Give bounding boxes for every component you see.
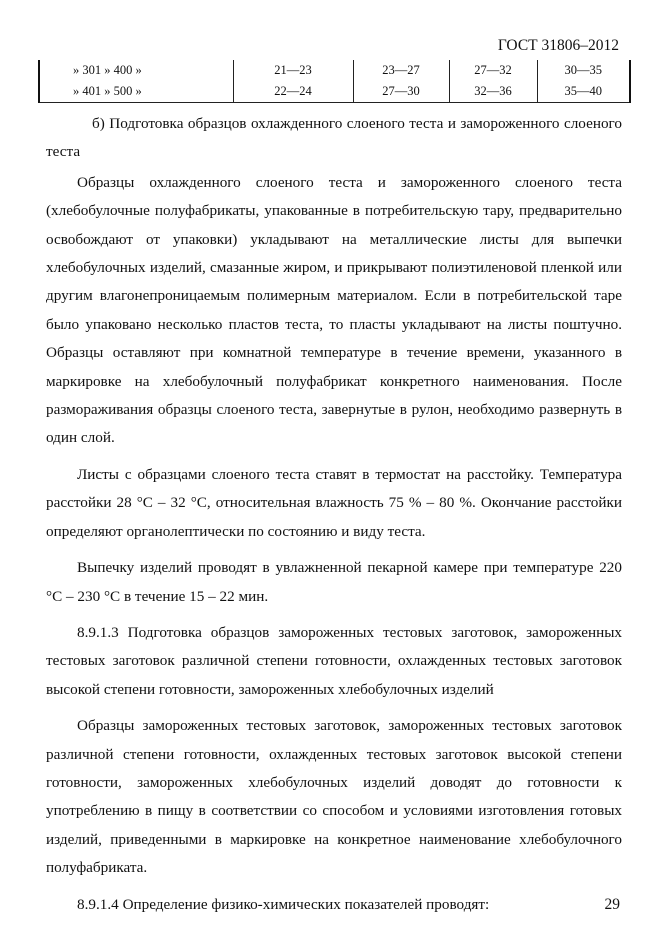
table-cell-range: » 301 » 400 » bbox=[39, 60, 233, 81]
document-body bbox=[46, 110, 622, 927]
paragraph: Образцы охлажденного слоеного теста и замороженного слоеного теста (хлебобулочные полуфабрикаты, упакованные в потребительскую тару, предварительно освобождают от упаковки) укладывают на металлические листы для выпечки хлебобулочных изделий, смазанные жиром, и прикрывают полиэтиленовой пленкой или другим влагонепроницаемым полимерным материалом. Если в потребительской таре было упаковано несколько пластов теста, то пласты укладывают на листы поштучно. Образцы оставляют при комнатной температуре в течение времени, указанного в маркировке на хлебобулочный полуфабрикат конкретного наименования. После размораживания образцы слоеного теста, завернутые в рулон, необходимо развернуть в один слой. bbox=[46, 173, 622, 447]
table-cell: 30—35 bbox=[537, 60, 630, 81]
table-cell: 23—27 bbox=[353, 60, 449, 81]
table-row bbox=[39, 60, 630, 81]
paragraph-subheading: б) Подготовка образцов охлажденного слоеного теста и замороженного слоеного теста bbox=[46, 115, 622, 161]
table-cell: 22—24 bbox=[233, 81, 353, 103]
paragraph: Образцы замороженных тестовых заготовок, замороженных тестовых заготовок различной степени готовности, охлажденных тестовых заготовок высокой степени готовности, замороженных хлебобулочных изделий доводят до готовности к употреблению в пищу в соответствии со способом и условиями изготовления готовых изделий, приведенными в маркировке на конкретное наименование хлебобулочного полуфабриката. bbox=[46, 717, 622, 877]
page-header-standard: ГОСТ 31806–2012 bbox=[497, 37, 619, 54]
table-cell: 21—23 bbox=[233, 60, 353, 81]
section-heading: 8.9.1.4 Определение физико-химических показателей проводят: bbox=[77, 895, 490, 913]
table-row bbox=[39, 81, 630, 103]
table-cell: 27—32 bbox=[449, 60, 537, 81]
continued-table bbox=[38, 60, 631, 103]
paragraph: Выпечку изделий проводят в увлажненной пекарной камере при температуре 220 °С – 230 °С в течение 15 – 22 мин. bbox=[46, 559, 622, 605]
paragraph: Листы с образцами слоеного теста ставят в термостат на расстойку. Температура расстойки 28 °С – 32 °С, относительная влажность 75 % – 80 %. Окончание расстойки определяют органолептически по состоянию и виду теста. bbox=[46, 465, 622, 540]
table-cell-range: » 401 » 500 » bbox=[39, 81, 233, 103]
section-heading: 8.9.1.3 Подготовка образцов замороженных тестовых заготовок, замороженных тестовых заготовок различной степени готовности, охлажденных тестовых заготовок высокой степени готовности, замороженных хлебобулочных изделий bbox=[46, 623, 622, 698]
table-cell: 35—40 bbox=[537, 81, 630, 103]
table-cell: 32—36 bbox=[449, 81, 537, 103]
page-number: 29 bbox=[604, 896, 620, 913]
table-cell: 27—30 bbox=[353, 81, 449, 103]
